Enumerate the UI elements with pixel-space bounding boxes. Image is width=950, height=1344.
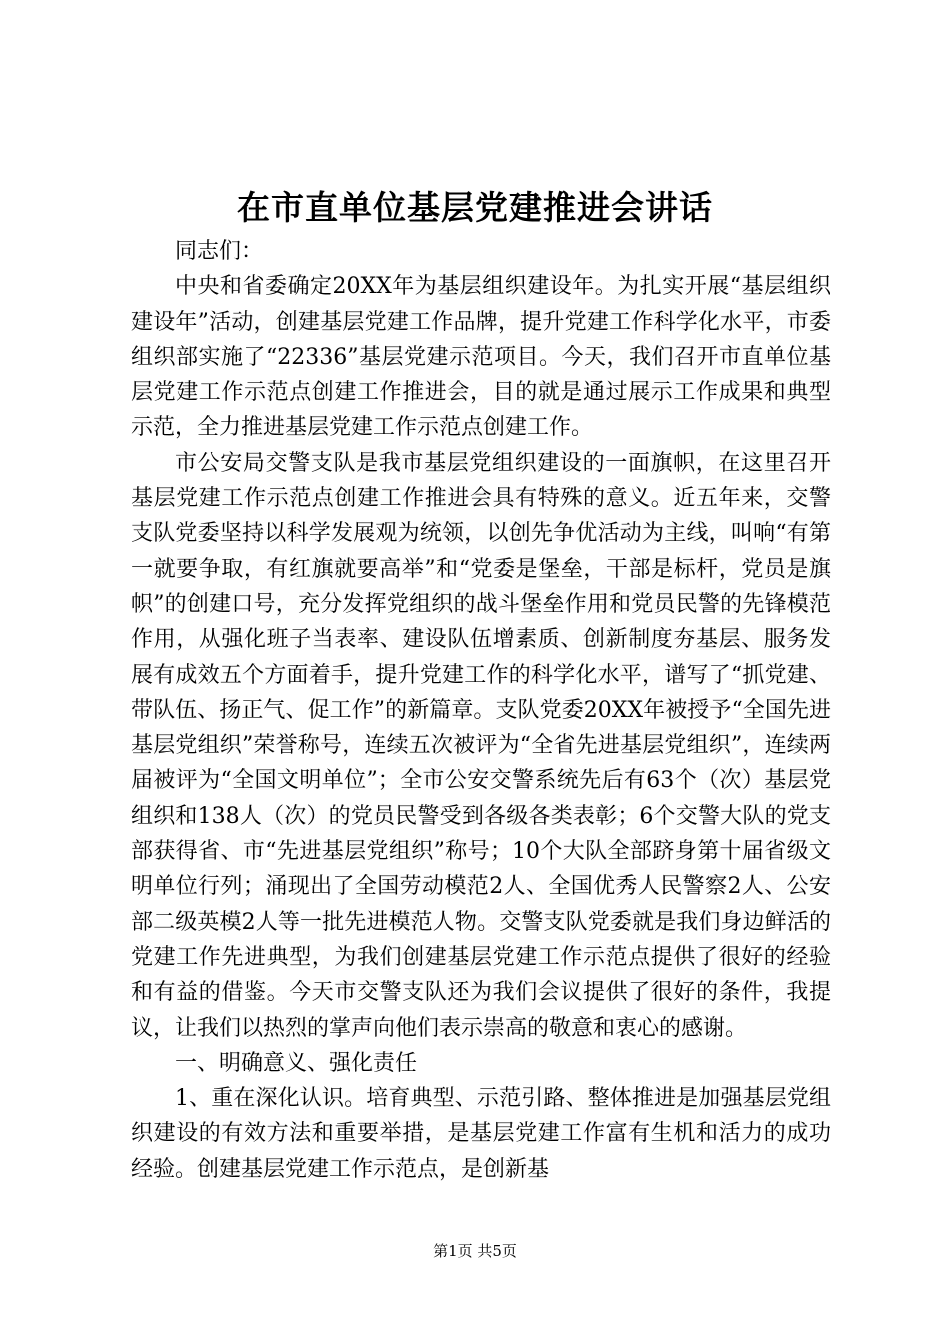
body-paragraph: 中央和省委确定20XX年为基层组织建设年。为扎实开展“基层组织建设年”活动，创建基层党建工作品牌，提升党建工作科学化水平，市委组织部实施了“22336”基层党建示范项目。今天，我们召开市直单位基层党建工作示范点创建工作推进会，目的就是通过展示工作成果和典型示范，全力推进基层党建工作示范点创建工作。 xyxy=(131,274,831,441)
page-footer: 第1页 共5页 xyxy=(433,1242,517,1260)
body-paragraph: 1、重在深化认识。培育典型、示范引路、整体推进是加强基层党组织建设的有效方法和重要举措，是基层党建工作富有生机和活力的成功经验。创建基层党建工作示范点，是创新基 xyxy=(131,1086,831,1182)
document-body xyxy=(131,234,831,1187)
body-paragraph: 市公安局交警支队是我市基层党组织建设的一面旗帜，在这里召开基层党建工作示范点创建工作推进会具有特殊的意义。近五年来，交警支队党委坚持以科学发展观为统领，以创先争优活动为主线，叫响“有第一就要争取，有红旗就要高举”和“党委是堡垒，干部是标杆，党员是旗帜”的创建口号，充分发挥党组织的战斗堡垒作用和党员民警的先锋模范作用，从强化班子当表率、建设队伍增素质、创新制度夯基层、服务发展有成效五个方面着手，提升党建工作的科学化水平，谱写了“抓党建、带队伍、扬正气、促工作”的新篇章。支队党委20XX年被授予“全国先进基层党组织”荣誉称号，连续五次被评为“全省先进基层党组织”，连续两届被评为“全国文明单位”；全市公安交警系统先后有63个（次）基层党组织和138人（次）的党员民警受到各级各类表彰；6个交警大队的党支部获得省、市“先进基层党组织”称号；10个大队全部跻身第十届省级文明单位行列；涌现出了全国劳动模范2人、全国优秀人民警察2人、公安部二级英模2人等一批先进模范人物。交警支队党委就是我们身边鲜活的党建工作先进典型，为我们创建基层党建工作示范点提供了很好的经验和有益的借鉴。今天市交警支队还为我们会议提供了很好的条件，我提议，让我们以热烈的掌声向他们表示崇高的敬意和衷心的感谢。 xyxy=(131,450,831,1041)
salutation: 同志们： xyxy=(175,239,264,264)
section-heading: 一、明确意义、强化责任 xyxy=(175,1050,418,1076)
document-title: 在市直单位基层党建推进会讲话 xyxy=(237,188,713,227)
